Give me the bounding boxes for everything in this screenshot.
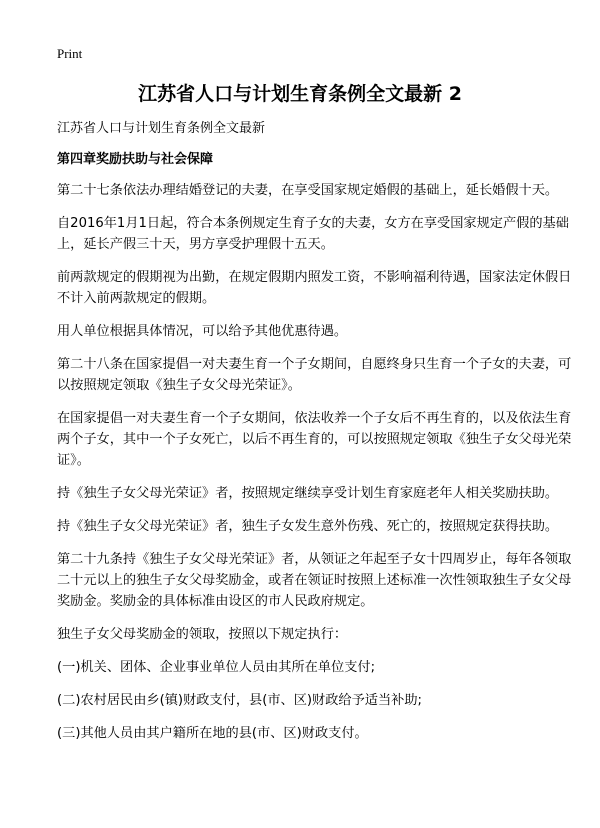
document-title: 江苏省人口与计划生育条例全文最新 2	[138, 83, 462, 105]
paragraph: 在国家提倡一对夫妻生育一个子女期间，依法收养一个子女后不再生育的，以及依法生育两个子女，其中一个子女死亡，以后不再生育的，可以按照规定领取《独生子女父母光荣证》。	[57, 411, 572, 468]
list-item: (二)农村居民由乡(镇)财政支付，县(市、区)财政给予适当补助;	[57, 693, 422, 708]
paragraph: 第二十七条依法办理结婚登记的夫妻，在享受国家规定婚假的基础上，延长婚假十天。	[57, 183, 559, 198]
paragraph: 第二十八条在国家提倡一对夫妻生育一个子女期间，自愿终身只生育一个子女的夫妻，可以按照规定领取《独生子女父母光荣证》。	[57, 357, 572, 393]
document-subtitle: 江苏省人口与计划生育条例全文最新	[57, 121, 266, 136]
list-item: (三)其他人员由其户籍所在地的县(市、区)财政支付。	[57, 726, 368, 741]
paragraph: 独生子女父母奖励金的领取，按照以下规定执行：	[57, 627, 348, 642]
document-body	[57, 120, 577, 756]
chapter-heading: 第四章奖励扶助与社会保障	[57, 152, 214, 167]
paragraph: 持《独生子女父母光荣证》者，独生子女发生意外伤残、死亡的，按照规定获得扶助。	[57, 519, 559, 534]
paragraph: 持《独生子女父母光荣证》者，按照规定继续享受计划生育家庭老年人相关奖励扶助。	[57, 486, 559, 501]
paragraph: 用人单位根据具体情况，可以给予其他优惠待遇。	[57, 324, 348, 339]
paragraph: 自2016年1月1日起，符合本条例规定生育子女的夫妻，女方在享受国家规定产假的基础上，延长产假三十天，男方享受护理假十五天。	[57, 216, 569, 252]
list-item: (一)机关、团体、企业事业单位人员由其所在单位支付;	[57, 660, 376, 675]
paragraph: 第二十九条持《独生子女父母光荣证》者，从领证之年起至子女十四周岁止，每年各领取二十元以上的独生子女父母奖励金，或者在领证时按照上述标准一次性领取独生子女父母奖励金。奖励金的具体标准由设区的市人民政府规定。	[57, 552, 572, 609]
paragraph: 前两款规定的假期视为出勤，在规定假期内照发工资，不影响福利待遇，国家法定休假日不计入前两款规定的假期。	[57, 270, 572, 306]
print-label: Print	[57, 46, 83, 61]
